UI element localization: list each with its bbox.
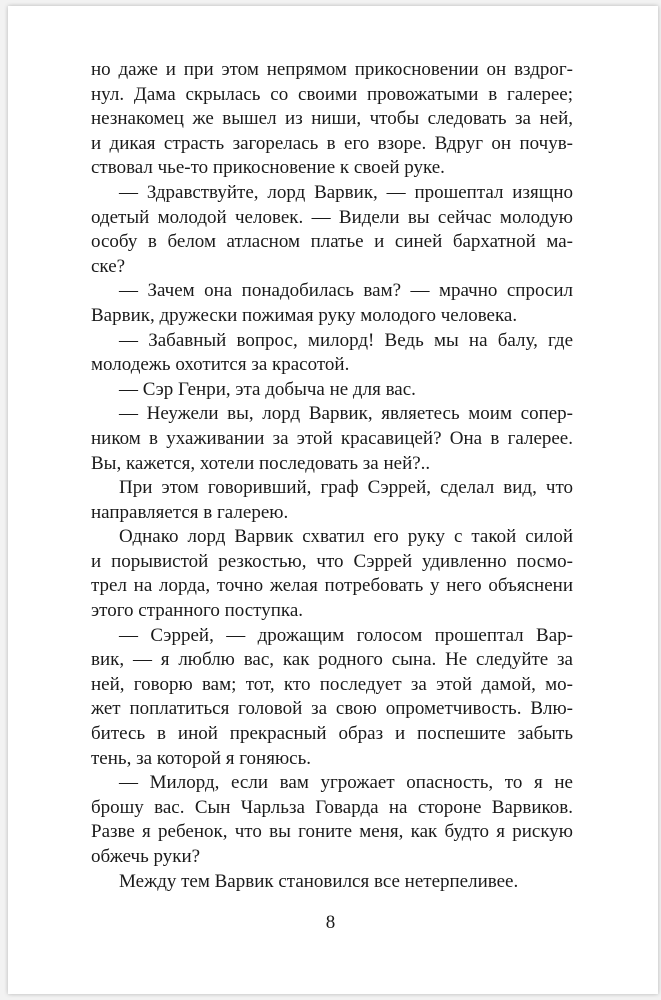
text-line: и дикая страсть загорелась в его взоре. Вдруг он почув- [91, 132, 573, 154]
page-number: 8 [325, 912, 336, 933]
text-line: Вы, кажется, хотели последовать за ней?.. [91, 452, 431, 474]
text-line: — Сэррей, — дрожащим голосом прошептал Вар- [119, 624, 573, 646]
text-line: и порывистой резкостью, что Сэррей удивленно посмо- [91, 550, 573, 572]
text-line: — Зачем она понадобилась вам? — мрачно спросил [119, 280, 573, 302]
text-line: — Сэр Генри, эта добыча не для вас. [119, 378, 416, 400]
text-line: Однако лорд Варвик схватил его руку с такой силой [119, 526, 573, 548]
text-line: Разве я ребенок, что вы гоните меня, как будто я рискую [91, 821, 573, 843]
text-line: ней, говорю вам; тот, кто последует за этой дамой, мо- [91, 673, 573, 695]
text-line: битесь в иной прекрасный образ и поспешите забыть [91, 723, 573, 745]
text-line: ником в ухаживании за этой красавицей? Она в галерее. [91, 427, 573, 449]
text-line: незнакомец же вышел из ниши, чтобы следовать за ней, [91, 108, 573, 130]
text-line: При этом говоривший, граф Сэррей, сделал вид, что [119, 477, 573, 499]
text-line: особу в белом атласном платье и синей бархатной ма- [91, 231, 573, 253]
text-line: направляется в галерею. [91, 501, 289, 523]
text-line: — Забавный вопрос, милорд! Ведь мы на балу, где [119, 329, 573, 351]
text-line: Между тем Варвик становился все нетерпеливее. [119, 870, 519, 892]
body-text [91, 58, 573, 894]
text-line: обжечь руки? [91, 846, 201, 867]
text-line: — Милорд, если вам угрожает опасность, то я не [119, 772, 573, 794]
text-line: ствовал чье-то прикосновение к своей руке. [91, 157, 445, 179]
text-line: — Здравствуйте, лорд Варвик, — прошептал изящно [119, 181, 573, 203]
text-line: — Неужели вы, лорд Варвик, являетесь моим сопер- [119, 403, 573, 425]
text-line: но даже и при этом непрямом прикосновении он вздрог- [91, 59, 573, 80]
text-line: одетый молодой человек. — Видели вы сейчас молодую [91, 206, 573, 228]
text-line: брошу вас. Сын Чарльза Говарда на стороне Варвиков. [91, 796, 573, 818]
text-line: нул. Дама скрылась со своими провожатыми в галерее; [91, 83, 573, 105]
text-line: вик, — я люблю вас, как родного сына. Не следуйте за [91, 649, 573, 671]
text-line: ске? [91, 255, 126, 277]
text-line: этого странного поступка. [91, 600, 304, 622]
text-line: трел на лорда, точно желая потребовать у него объяснени [91, 575, 573, 597]
text-line: тень, за которой я гоняюсь. [91, 747, 312, 769]
text-line: молодежь охотится за красотой. [91, 354, 350, 376]
text-line: жет поплатиться головой за свою опрометчивость. Влю- [91, 698, 573, 720]
text-line: Варвик, дружески пожимая руку молодого человека. [91, 304, 518, 326]
